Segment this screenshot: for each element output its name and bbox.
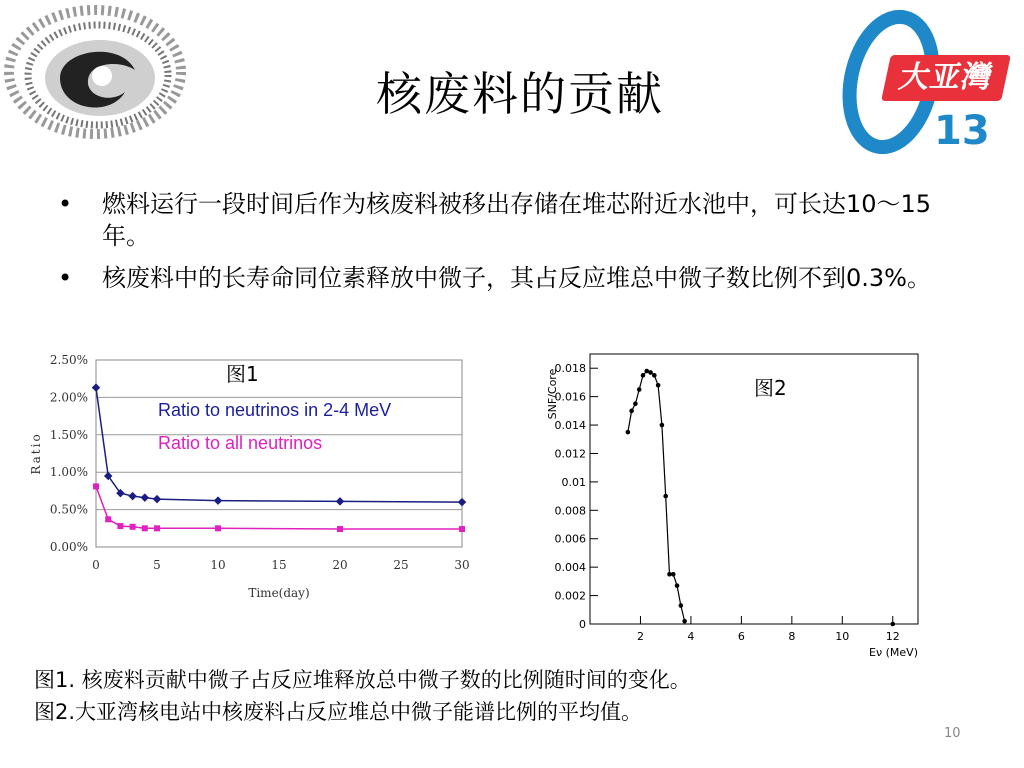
x-axis-label: Time(day) bbox=[248, 586, 310, 600]
figure-2-chart bbox=[536, 340, 936, 670]
y-tick-label: 0.00% bbox=[49, 540, 88, 554]
y-tick-label: 2.00% bbox=[49, 390, 88, 405]
x-tick-label: 10 bbox=[210, 558, 226, 572]
logo-number: 13 bbox=[934, 108, 990, 154]
x-tick-label: 4 bbox=[687, 630, 695, 643]
data-point bbox=[629, 409, 634, 414]
x-tick-label: 10 bbox=[835, 630, 850, 643]
data-point bbox=[652, 373, 657, 378]
data-point bbox=[663, 494, 668, 499]
bullet-item bbox=[58, 188, 958, 252]
x-tick-label: 6 bbox=[737, 630, 745, 643]
y-tick-label: 0.008 bbox=[554, 504, 586, 518]
data-point bbox=[626, 430, 631, 435]
caption-figure-2: 图2.大亚湾核电站中核废料占反应堆总中微子能谱比例的平均值。 bbox=[34, 700, 643, 724]
x-tick-label: 5 bbox=[153, 558, 161, 572]
data-point bbox=[682, 619, 687, 624]
legend-all-neutrinos: Ratio to all neutrinos bbox=[158, 433, 323, 453]
x-tick-label: 20 bbox=[332, 558, 348, 572]
daya-bay-logo bbox=[826, 0, 1024, 160]
y-tick-label: 1.00% bbox=[49, 465, 88, 480]
institute-logo bbox=[0, 0, 200, 160]
page-number: 10 bbox=[944, 726, 961, 741]
slide-title: 核废料的贡献 bbox=[376, 67, 664, 121]
figure-2 bbox=[536, 340, 936, 670]
legend-neutrinos-2-4: Ratio to neutrinos in 2-4 MeV bbox=[158, 400, 392, 420]
data-point bbox=[679, 603, 684, 608]
data-point bbox=[633, 401, 638, 406]
y-tick-label: 0.012 bbox=[554, 447, 586, 461]
logo-brand-text: 大亚灣 bbox=[881, 55, 1011, 101]
figure-1 bbox=[26, 340, 486, 610]
figure-captions bbox=[34, 664, 691, 728]
y-tick-label: 0.006 bbox=[554, 532, 586, 546]
bullet-symbol: • bbox=[58, 190, 73, 218]
bullet-symbol: • bbox=[58, 264, 73, 292]
data-point bbox=[105, 516, 111, 522]
y-tick-label: 0.50% bbox=[49, 502, 88, 517]
bullet-list bbox=[58, 188, 958, 304]
data-point bbox=[154, 525, 160, 531]
data-point bbox=[142, 525, 148, 531]
data-point bbox=[130, 524, 136, 530]
y-tick-label: 0.014 bbox=[554, 419, 586, 433]
data-point bbox=[641, 373, 646, 378]
y-tick-label: 0 bbox=[579, 618, 586, 631]
y-axis-label: Ratio bbox=[29, 432, 43, 475]
y-tick-label: 0.01 bbox=[561, 475, 586, 489]
y-tick-label: 0.018 bbox=[554, 362, 586, 376]
data-point bbox=[637, 387, 642, 392]
data-point bbox=[215, 525, 221, 531]
bullet-item bbox=[58, 262, 958, 294]
y-tick-label: 0.004 bbox=[554, 561, 586, 575]
x-tick-label: 30 bbox=[454, 558, 470, 572]
x-tick-label: 8 bbox=[788, 630, 796, 643]
x-tick-label: 25 bbox=[393, 558, 409, 572]
data-point bbox=[890, 622, 895, 627]
y-axis-label: SNF/Core bbox=[546, 368, 559, 420]
data-point bbox=[656, 383, 661, 388]
data-point bbox=[337, 526, 343, 532]
data-point bbox=[660, 423, 665, 428]
data-point bbox=[671, 572, 676, 577]
figure-2-label: 图2 bbox=[754, 376, 787, 400]
data-point bbox=[459, 526, 465, 532]
x-tick-label: 0 bbox=[92, 558, 100, 572]
x-tick-label: 12 bbox=[885, 630, 900, 643]
caption-figure-1: 图1. 核废料贡献中微子占反应堆释放总中微子数的比例随时间的变化。 bbox=[34, 668, 691, 692]
y-tick-label: 0.016 bbox=[554, 390, 586, 404]
y-tick-label: 0.002 bbox=[554, 589, 586, 603]
data-point bbox=[675, 583, 680, 588]
x-tick-label: 15 bbox=[271, 558, 287, 572]
bullet-text: 核废料中的长寿命同位素释放中微子，其占反应堆总中微子数比例不到0.3%。 bbox=[102, 264, 931, 292]
bullet-text: 燃料运行一段时间后作为核废料被移出存储在堆芯附近水池中，可长达10～15年。 bbox=[102, 190, 932, 250]
y-tick-label: 1.50% bbox=[49, 427, 88, 442]
y-tick-label: 2.50% bbox=[49, 353, 88, 367]
x-tick-label: 2 bbox=[636, 630, 644, 643]
figure-1-label: 图1 bbox=[226, 362, 259, 386]
swirl-logo-icon bbox=[0, 0, 200, 160]
data-point bbox=[117, 523, 123, 529]
data-point bbox=[93, 483, 99, 489]
data-point bbox=[648, 370, 653, 375]
x-axis-label: Eν (MeV) bbox=[869, 646, 918, 659]
